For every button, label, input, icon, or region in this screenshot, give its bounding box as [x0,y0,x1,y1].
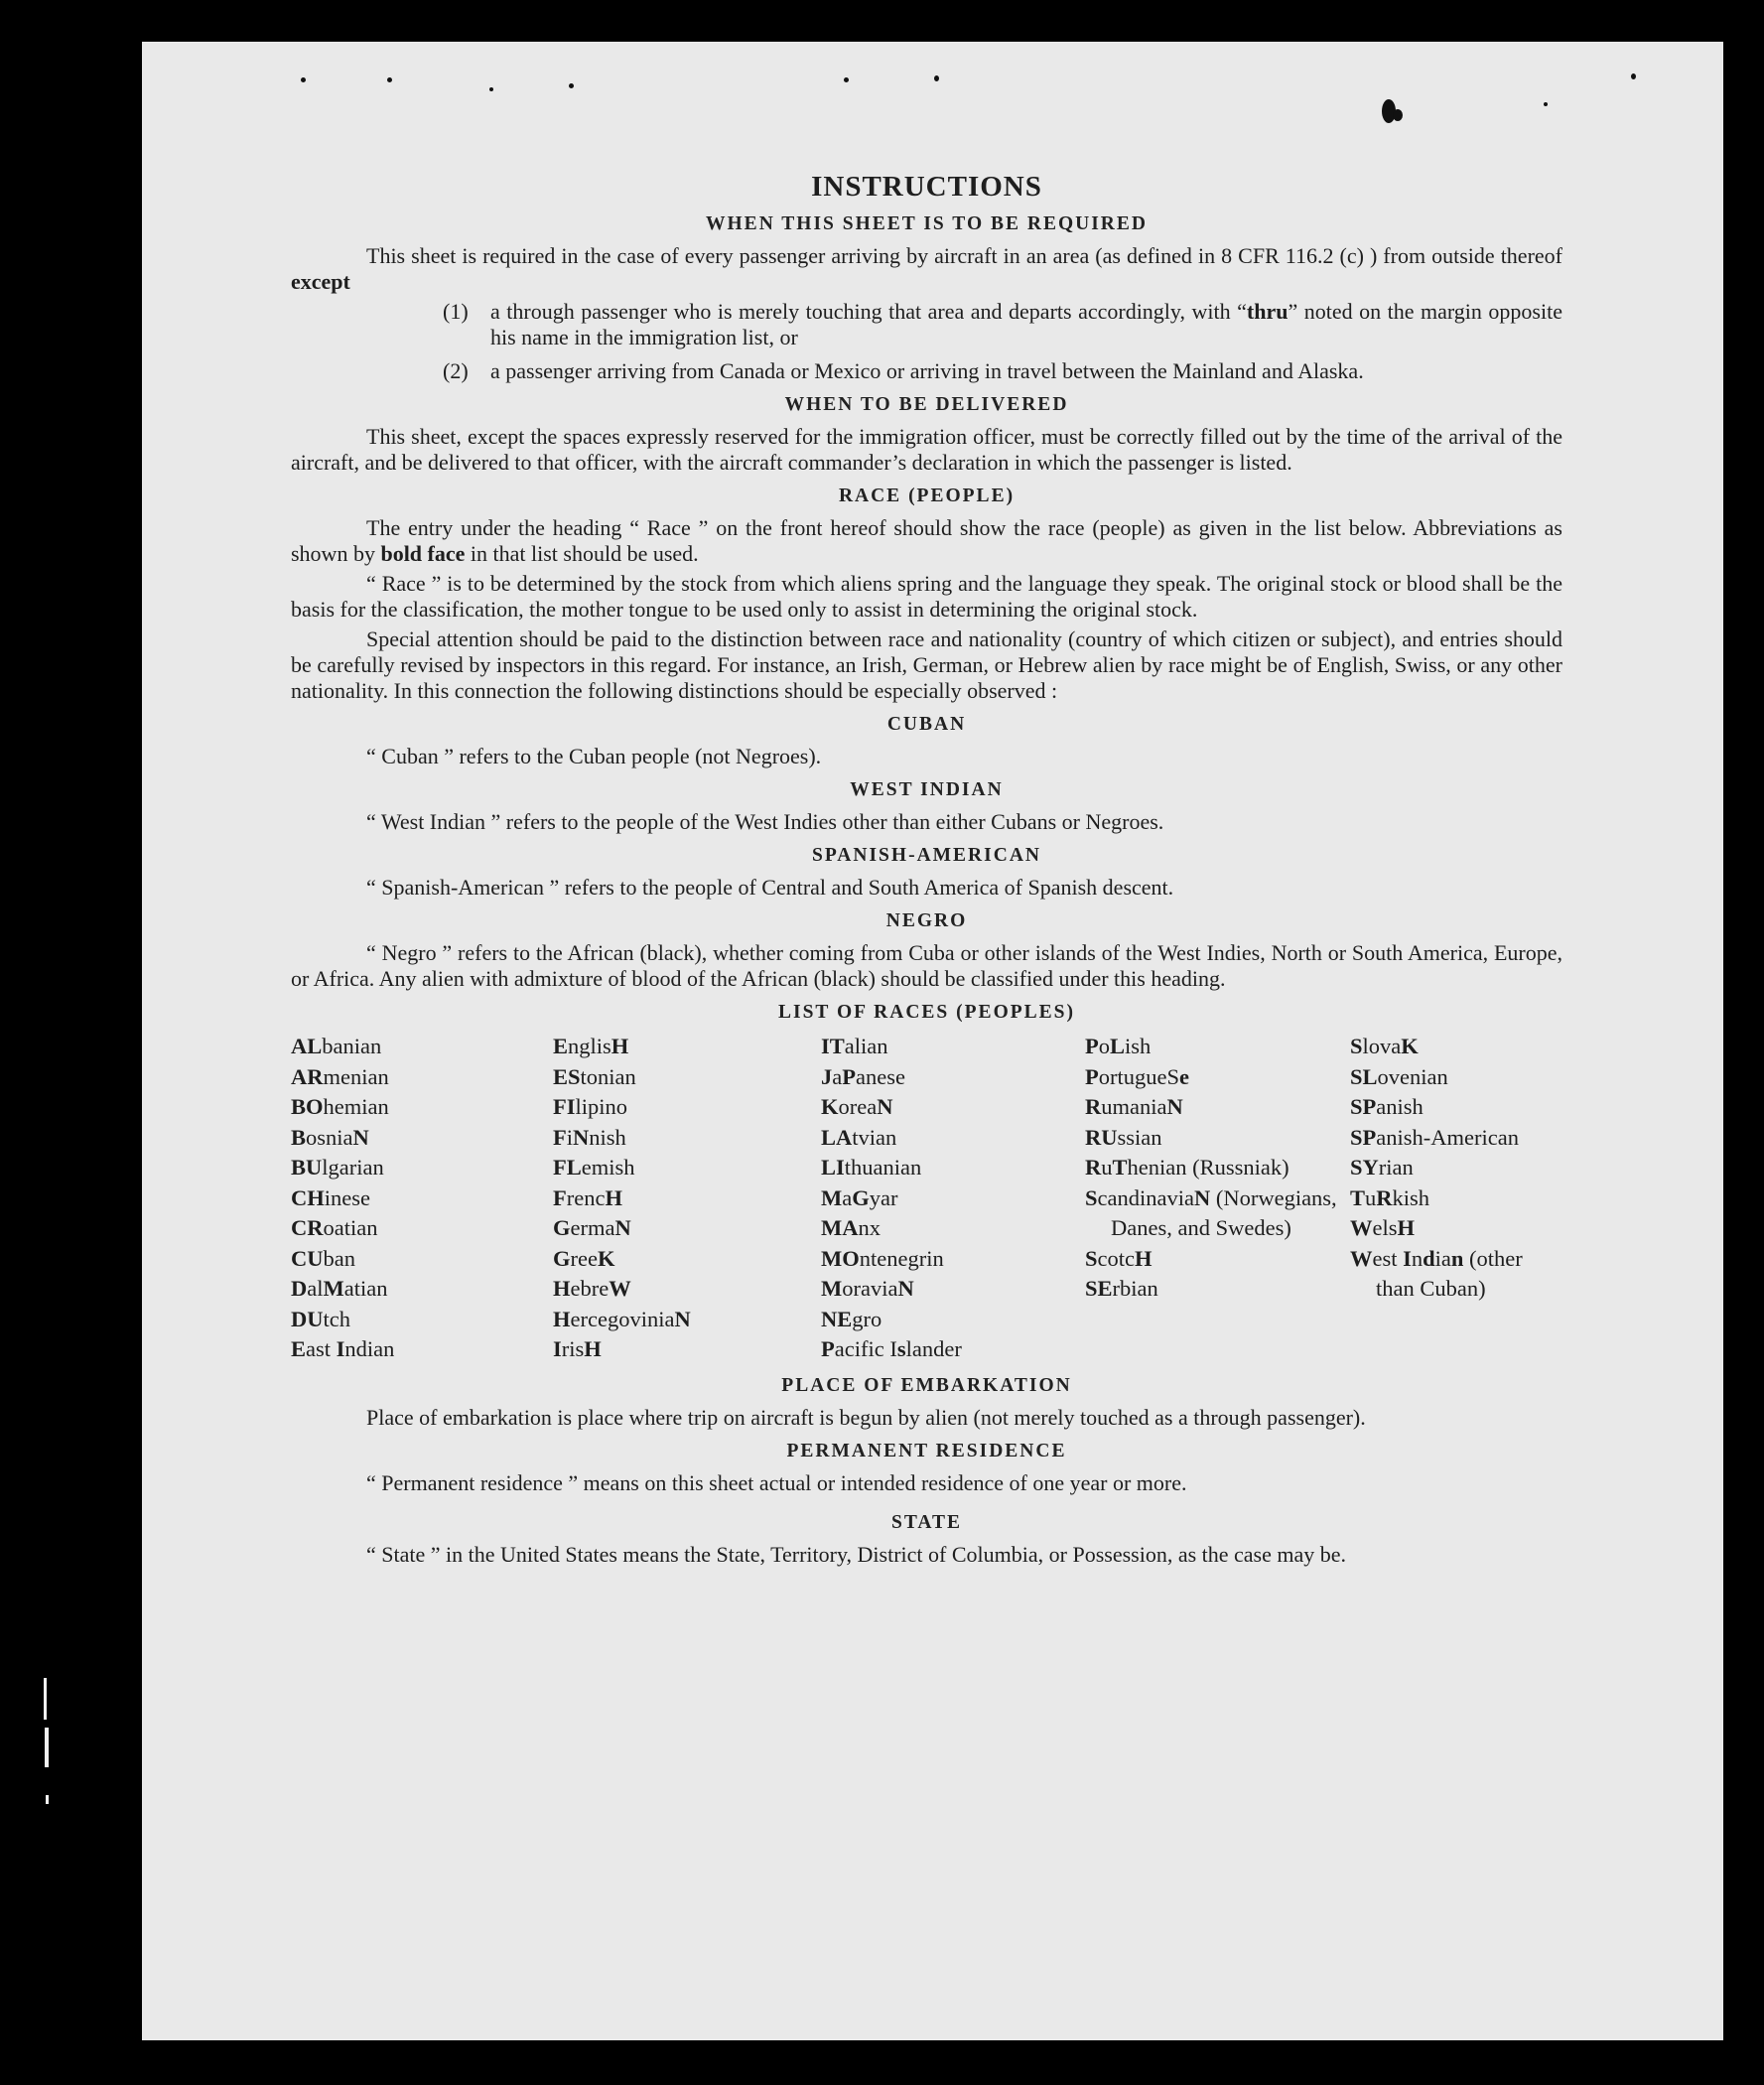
race-item: BosniaN [291,1124,369,1150]
race-item: GermaN [553,1215,631,1240]
race-item: PoLish [1085,1034,1152,1058]
race-item: NEgro [821,1306,882,1331]
race-item: HercegoviniaN [553,1306,691,1331]
section-heading-embarkation: PLACE OF EMBARKATION [781,1374,1072,1396]
race-item: FrencH [553,1184,622,1210]
race-item: CRoatian [291,1215,378,1240]
section-heading-race: RACE (PEOPLE) [838,486,1016,506]
exception-item-2: (2) a passenger arriving from Canada or Mexico or arriving in travel between the Mainland and Alaska. [443,358,1364,383]
race-item: HebreW [553,1276,631,1301]
race-paragraph-1: The entry under the heading “ Race ” on the front hereof should show the race (people) as given in the list below. Abbreviations as shown by bold face in that list should be used. [291,515,1562,566]
when-required-paragraph: This sheet is required in the case of every passenger arriving by aircraft in an area (as defined in 8 CFR 116.2 (c) ) from outside thereof except [291,243,1562,294]
race-item: PortugueSe [1085,1063,1189,1089]
race-item: SLovenian [1350,1063,1448,1089]
scan-edge-marks [42,1678,50,1837]
race-item: ALbanian [291,1034,382,1058]
race-item: MAnx [821,1215,881,1240]
race-item: RUssian [1085,1124,1162,1150]
race-item: SlovaK [1350,1034,1419,1058]
race-item: ScotcH [1085,1245,1153,1271]
race-item: WelsH [1350,1215,1416,1240]
when-delivered-paragraph: This sheet, except the spaces expressly reserved for the immigration officer, must be correctly filled out by the time of the arrival of the aircraft, and be delivered to that officer, with the aircraft commander’s declaration in which the passenger is listed. [291,424,1562,475]
race-item: DalMatian [291,1276,388,1301]
race-item: JaPanese [821,1063,905,1089]
permanent-residence-paragraph: “ Permanent residence ” means on this sheet actual or intended residence of one year or more. [366,1469,1187,1495]
race-item: EnglisH [553,1034,629,1058]
race-item: FiNnish [553,1124,626,1150]
race-item: MOntenegrin [821,1245,944,1271]
section-heading-list-of-races: LIST OF RACES (PEOPLES) [777,1002,1075,1023]
section-heading-permanent-residence: PERMANENT RESIDENCE [786,1440,1067,1461]
race-item: MaGyar [821,1184,898,1210]
race-item: SPanish [1350,1094,1424,1119]
cuban-paragraph: “ Cuban ” refers to the Cuban people (not Negroes). [366,744,822,768]
race-item: SPanish-American [1350,1124,1519,1150]
race-item: TuRkish [1350,1184,1430,1210]
race-item: Pacific Islander [821,1336,962,1361]
race-item: West Indian (other than Cuban) [1350,1245,1523,1301]
race-item: BOhemian [291,1094,389,1119]
section-heading-when-delivered: WHEN TO BE DELIVERED [784,394,1069,415]
section-heading-cuban: CUBAN [886,714,967,735]
state-paragraph: “ State ” in the United States means the State, Territory, District of Columbia, or Possession, as the case may be. [366,1541,1347,1567]
race-item: SErbian [1085,1276,1158,1301]
race-column-2 [553,1032,821,1365]
race-item: CHinese [291,1184,370,1210]
exception-item-1: (1) a through passenger who is merely touching that area and departs accordingly, with “thru” noted on the margin opposite his name in the immigration list, or [443,299,1562,349]
race-item: FLemish [553,1155,635,1180]
section-heading-west-indian: WEST INDIAN [850,779,1004,800]
race-item: ScandinaviaN (Norwegians, Danes, and Swedes) [1085,1184,1337,1240]
race-item: KoreaN [821,1094,893,1119]
west-indian-paragraph: “ West Indian ” refers to the people of the West Indies other than either Cubans or Negroes. [366,809,1164,834]
race-item: EStonian [553,1063,636,1089]
race-item: East Indian [291,1336,395,1361]
section-heading-spanish-american: SPANISH-AMERICAN [812,845,1041,866]
race-item: BUlgarian [291,1155,384,1180]
race-item: LAtvian [821,1124,897,1150]
race-item: DUtch [291,1306,350,1331]
embarkation-paragraph: Place of embarkation is place where trip on aircraft is begun by alien (not merely touched as a through passenger). [366,1404,1366,1430]
race-item: MoraviaN [821,1276,914,1301]
race-paragraph-3: Special attention should be paid to the distinction between race and nationality (country of which citizen or subject), and entries should be carefully revised by inspectors in this regard. For instance, an Irish, German, or Hebrew alien by race might be of English, Swiss, or any other nationality. In this connection the following distinctions should be especially observed : [291,626,1562,703]
race-list [291,1032,1562,1365]
race-item: ARmenian [291,1063,389,1089]
race-item: CUban [291,1245,355,1271]
race-item: LIthuanian [821,1155,922,1180]
spanish-american-paragraph: “ Spanish-American ” refers to the people of Central and South America of Spanish descent. [366,875,1174,900]
race-item: FIlipino [553,1094,628,1119]
race-item: RumaniaN [1085,1094,1183,1119]
race-item: GreeK [553,1245,615,1271]
document-sheet [142,42,1723,2040]
race-column-3 [821,1032,1085,1365]
instructions-text [291,171,1562,1572]
section-heading-state: STATE [890,1511,963,1533]
race-column-5 [1350,1032,1562,1365]
race-column-1 [291,1032,553,1365]
negro-paragraph: “ Negro ” refers to the African (black), whether coming from Cuba or other islands of the West Indies, North or South America, Europe, or Africa. Any alien with admixture of blood of the African (black) should be classified under this heading. [291,940,1562,991]
race-item: SYrian [1350,1155,1414,1180]
section-heading-when-required: WHEN THIS SHEET IS TO BE REQUIRED [706,213,1148,234]
section-heading-negro: NEGRO [885,910,968,931]
race-column-4 [1085,1032,1350,1365]
race-item: RuThenian (Russniak) [1085,1155,1289,1180]
race-paragraph-2: “ Race ” is to be determined by the stock from which aliens spring and the language they speak. The original stock or blood shall be the basis for the classification, the mother tongue to be used only to assist in determining the original stock. [291,571,1562,622]
race-item: IrisH [553,1336,602,1361]
race-item: ITalian [821,1034,888,1058]
page-title: INSTRUCTIONS [811,171,1042,203]
